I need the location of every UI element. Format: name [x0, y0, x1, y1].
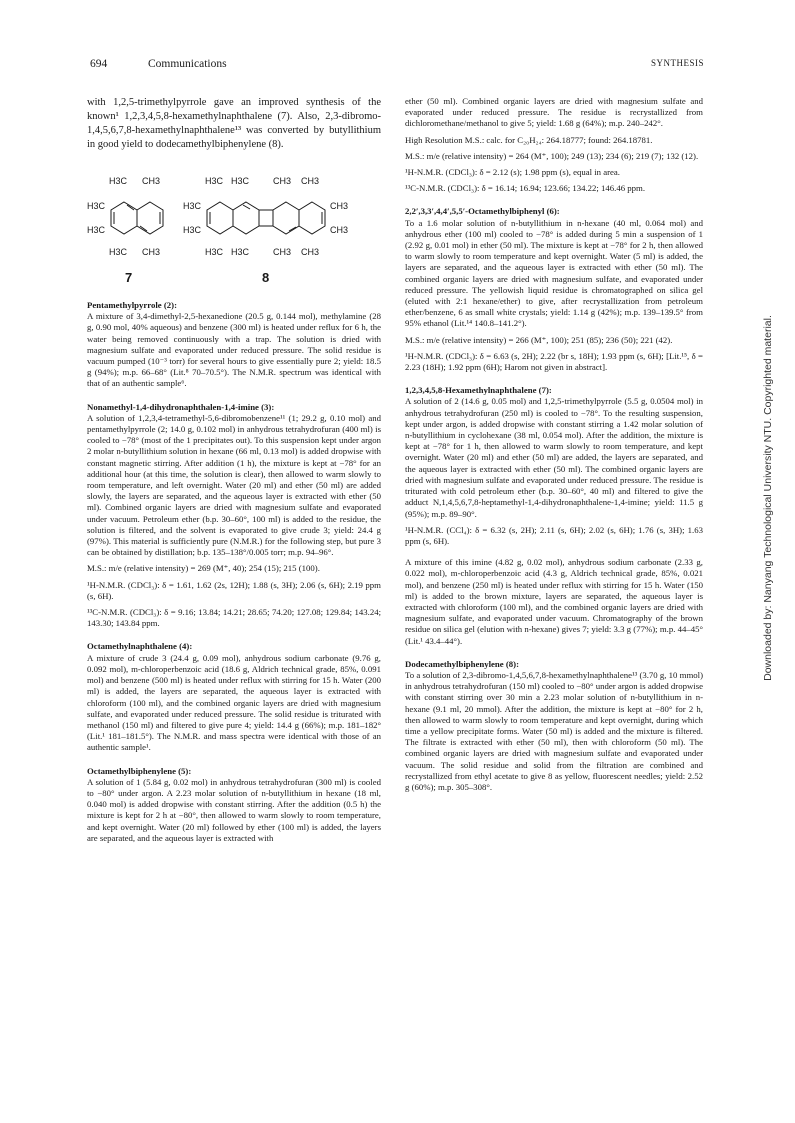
- label-7-bottom-left: H3C: [109, 247, 128, 257]
- cnmr-octamethylbiphenylene: ¹³C-N.M.R. (CDCl₃): δ = 16.14; 16.94; 123.66; 134.22; 146.46 ppm.: [405, 183, 646, 194]
- hnmr-hexamethylnaphthalene: ¹H-N.M.R. (CCl₄): δ = 6.32 (s, 2H); 2.11 (s, 6H); 2.02 (s, 6H); 1.76 (s, 3H); 1.63 ppm (s, 6H).: [405, 524, 703, 546]
- label-8-top-4: CH3: [301, 176, 320, 186]
- ms-octamethylbiphenylene: M.S.: m/e (relative intensity) = 264 (M⁺, 100); 249 (13); 234 (6); 219 (7); 132 (12).: [405, 150, 699, 161]
- heading-dodecamethylbiphenylene: Dodecamethylbiphenylene (8):: [405, 658, 519, 669]
- body-dodecamethylbiphenylene: To a solution of 2,3-dibromo-1,4,5,6,7,8-hexamethylnaphthalene¹³ (3.70 g, 10 mmol) in anhydrous tetrahydrofuran (150 ml) cooled to −80° under argon is added dropwise with constant stirring over 30 min a 2.23 molar solution of n-butyllithium in n-hexane (9.1 ml, 20 mmol). After the addition, the mixture is kept at −80° for 2 h, then allowed to warm slowly to room temperature and kept overnight, during which time a yellow precipitate forms. Water (50 ml) is added and the mixture is filtered. The filtrate is extracted with ether (50 ml), then with chloroform (50 ml). The combined organic layers are dried with magnesium sulfate and evaporated under vacuum. The solid residue and solid from the filtration are combined and recrystallized from ethyl acetate to give 8 as yellow, fluorescent needles; yield: 2.52 g (60%); m.p. 305–308°.: [405, 669, 703, 792]
- running-header: [90, 58, 704, 76]
- hnmr-octamethylbiphenylene: ¹H-N.M.R. (CDCl₃): δ = 2.12 (s); 1.98 ppm (s), equal in area.: [405, 167, 620, 178]
- body-hexamethylnaphthalene-2: A mixture of this imine (4.82 g, 0.02 mol), anhydrous sodium carbonate (2.33 g, 0.022 mol), m-chloroperbenzoic acid (4.3 g, Aldrich technical grade, 85%, 0.021 mol), and benzene (250 ml) is heated under reflux with stirring for 15 h. Water (150 ml) is added to the brown mixture, layers are separated, the aqueous layer is extracted with chloroform (100 ml), and the combined organic layers are dried with magnesium sulfate, and evaporated under vacuum. Chromatography of the brown residue on silica gel (elution with n-hexane) gives 7; yield: 3.3 g (77%); m.p. 44–45° (Lit.¹ 43.4–44°).: [405, 557, 703, 646]
- heading-octamethylbiphenylene: Octamethylbiphenylene (5):: [87, 765, 192, 776]
- body-pentamethylpyrrole: A mixture of 3,4-dimethyl-2,5-hexanedione (20.5 g, 0.144 mol), methylamine (28 g, 0.90 mol, 40% aqueous) and benzene (300 ml) is heated under reflux for 6 h, the water being removed continuously with a trap. The solution is dried with magnesium sulfate and evaporated under reduced pressure. The solid residue is vacuum pumped (10⁻³ torr) for several hours to give essentially pure 2; yield: 18.5 g (94%); m.p. 66–68° (Lit.⁸ 70–70.5°). The N.M.R. spectrum was identical with that of an authentic sample⁶.: [87, 311, 381, 389]
- structure-figure: [87, 160, 381, 288]
- structure-drawing: [87, 160, 381, 288]
- ring-7b: [137, 202, 163, 234]
- journal-name: SYNTHESIS: [650, 58, 704, 68]
- label-7-top-left: H3C: [109, 176, 128, 186]
- label-8-bottom-4: CH3: [301, 247, 320, 257]
- label-7-bottom-right: CH3: [142, 247, 161, 257]
- body-octamethylbiphenyl: To a 1.6 molar solution of n-butyllithium in n-hexane (40 ml, 0.064 mol) and anhydrous ether (100 ml) cooled to −78° is added during 5 min a suspension of 1 (2.92 g, 0.01 mol) in ether (50 ml). The mixture is kept at −78° for 2 h, then allowed to warm slowly to room temperature and kept overnight. Water (5 ml) is added, the layers are separated, and the aqueous layer is extracted with ether (50 ml). The combined organic layers are dried with magnesium sulfate, and evaporated under reduced pressure. The yellowish liquid residue is chromatographed on silica gel (eluted with 2:1 hexane/ether) to give, after recrystallization from petroleum ether/benzene, 6 as small white crystals; yield: 1.14 g (42%); m.p. 139–139.5° from 95% ethanol (Lit.¹⁴ 140.8–141.2°).: [405, 217, 703, 329]
- ms-octamethylbiphenyl: M.S.: m/e (relative intensity) = 266 (M⁺, 100); 251 (85); 236 (50); 221 (42).: [405, 334, 673, 345]
- download-note: Downloaded by: Nanyang Technological University NTU. Copyrighted material.: [762, 315, 774, 681]
- cnmr-nonamethyl-imine: ¹³C-N.M.R. (CDCl₃): δ = 9.16; 13.84; 14.21; 28.65; 74.20; 127.08; 129.84; 143.24; 143.30; 143.84 ppm.: [87, 607, 381, 629]
- page-number: 694: [90, 58, 108, 70]
- label-8-left-upper: H3C: [183, 201, 202, 211]
- ring-8a: [207, 202, 233, 234]
- label-7-top-right: CH3: [142, 176, 161, 186]
- ms-nonamethyl-imine: M.S.: m/e (relative intensity) = 269 (M⁺, 40); 254 (15); 215 (100).: [87, 563, 320, 574]
- heading-nonamethyl-imine: Nonamethyl-1,4-dihydronaphthalen-1,4-imine (3):: [87, 401, 275, 412]
- label-7-left-upper: H3C: [87, 201, 106, 211]
- compound-8-number: 8: [262, 270, 270, 285]
- heading-hexamethylnaphthalene: 1,2,3,4,5,8-Hexamethylnaphthalene (7):: [405, 385, 552, 396]
- label-8-top-2: H3C: [231, 176, 250, 186]
- body-hexamethylnaphthalene: A solution of 2 (14.6 g, 0.05 mol) and 1,2,5-trimethylpyrrole (5.5 g, 0.0504 mol) in anhydrous tetrahydrofuran (250 ml) is cooled to −78°. To the resulting suspension, kept under argon, is added dropwise with constant stirring a 1.42 molar solution of n-butyllithium in cyclohexane (38 ml, 0.054 mol). After the addition, the mixture is kept at −78° for 1 h, then allowed to warm slowly to room temperature, and kept overnight. Water (20 ml) and ether (50 ml) are added, the layers are separated, and the aqueous layer is extracted with ether (50 ml). The combined organic layers are dried with magnesium sulfate and evaporated under reduced pressure. The residue is triturated with cold petroleum ether (b.p. 30–60°, 40 ml) and filtered to give the adduct N,1,4,5,6,7,8-heptamethyl-1,4-dihydronaphthalene-1,4-imine; yield: 11.5 g (95%); m.p. 89–90°.: [405, 396, 703, 519]
- ring-8d: [299, 202, 325, 234]
- compound-7-number: 7: [125, 270, 133, 285]
- label-8-right-upper: CH3: [330, 201, 349, 211]
- heading-octamethylbiphenyl: 2,2′,3,3′,4,4′,5,5′-Octamethylbiphenyl (6):: [405, 206, 560, 217]
- body-octamethylbiphenylene: A solution of 1 (5.84 g, 0.02 mol) in anhydrous tetrahydrofuran (300 ml) is cooled to −80° under argon. A 2.23 molar solution of n-butyllithium in hexane (18 ml, 0.040 mol) is added dropwise with constant stirring. After the addition (0.5 h) the mixture is kept for 2 h at −80°, then allowed to warm slowly to room temperature, and kept overnight. Water (20 ml) followed by ether (100 ml) is added, the layers are separated, and the aqueous layer is extracted with: [87, 776, 381, 843]
- label-8-bottom-1: H3C: [205, 247, 224, 257]
- heading-octamethylnaphthalene: Octamethylnaphthalene (4):: [87, 641, 193, 652]
- body-nonamethyl-imine: A solution of 1,2,3,4-tetramethyl-5,6-dibromobenzene¹¹ (1; 29.2 g, 0.10 mol) and pentamethylpyrrole (2; 14.0 g, 0.102 mol) in anhydrous tetrahydrofuran (400 ml) is cooled to −78° (most of the 1 precipitates out). To this suspension kept under argon 2 molar n-butyllithium solution in hexane (66 ml, 0.13 mol) is added dropwise with constant magnetic stirring. After addition (1 h), the mixture is kept at −78° for an additional hour (at this time, the solution is clear), then allowed to warm slowly to room temperature, and left overnight. Water (20 ml) and ether (50 ml) are added slowly, the layers are separated, and the aqueous layer is extracted with ether (50 ml). Combined organic layers are dried with magnesium sulfate and evaporated under vacuum. Petroleum ether (b.p. 30–60°, 100 ml) is added to the residue, the solution is filtered, and the solvent is evaporated to give crude 3; yield: 24.4 g (97%). This material is sufficiently pure (N.M.R.) for the following step, but pure 3 can be obtained by distillation; b.p. 135–138°/0.005 torr; m.p. 94–96°.: [87, 412, 381, 558]
- label-8-bottom-2: H3C: [231, 247, 250, 257]
- hnmr-octamethylbiphenyl: ¹H-N.M.R. (CDCl₃): δ = 6.63 (s, 2H); 2.22 (br s, 18H); 1.93 ppm (s, 6H); [Lit.¹⁵, δ = 2.23 (18H); 1.92 ppm (6H); Harom not given in abstract].: [405, 350, 703, 373]
- label-8-top-3: CH3: [273, 176, 292, 186]
- ring-7a: [111, 202, 137, 234]
- heading-pentamethylpyrrole: Pentamethylpyrrole (2):: [87, 300, 177, 310]
- label-8-right-lower: CH3: [330, 225, 349, 235]
- label-8-bottom-3: CH3: [273, 247, 292, 257]
- body-octamethylbiphenylene-cont: ether (50 ml). Combined organic layers are dried with magnesium sulfate and evaporated under reduced pressure. The residue is recrystallized from dichloromethane/methanol to give 5; yield: 1.68 g (64%); m.p. 240–242°.: [405, 96, 703, 129]
- download-watermark: [757, 248, 779, 748]
- ring-8c: [273, 202, 299, 234]
- right-column: [405, 96, 703, 793]
- body-octamethylnaphthalene: A mixture of crude 3 (24.4 g, 0.09 mol), anhydrous sodium carbonate (9.76 g, 0.092 mol), m-chloroperbenzoic acid (18.6 g, Aldrich technical grade, 85%, 0.091 mol) and benzene (500 ml) is heated under reflux with stirring for 15 h. Water (200 ml) is added, the layers are separated, the aqueous layer is extracted with chloroform (100 ml), and the combined organic layers are dried with magnesium sulfate, and evaporated under reduced pressure. The solid residue is triturated with methanol (150 ml) and filtered to give pure 4; yield: 14.4 g (66%); m.p. 181–182° (Lit.¹ 181–181.5°). The N.M.R. and mass spectra were identical with those of an authentic sample¹.: [87, 652, 381, 753]
- label-7-left-lower: H3C: [87, 225, 106, 235]
- hnmr-nonamethyl-imine: ¹H-N.M.R. (CDCl₃): δ = 1.61, 1.62 (2s, 12H); 1.88 (s, 3H); 2.06 (s, 6H); 2.19 ppm (s, 6H).: [87, 579, 381, 601]
- section-title: Communications: [148, 58, 227, 70]
- ring-8-four: [259, 210, 273, 226]
- label-8-top-1: H3C: [205, 176, 224, 186]
- intro-paragraph: with 1,2,5-trimethylpyrrole gave an improved synthesis of the known¹ 1,2,3,4,5,8-hexamethylnaphthalene (7). Also, 2,3-dibromo-1,4,5,6,7,8-hexamethylnaphthalene¹³ was converted by butyllithium in good yield to dodecamethylbiphenylene (8).: [87, 97, 381, 150]
- label-8-left-lower: H3C: [183, 225, 202, 235]
- hrms-octamethylbiphenylene: High Resolution M.S.: calc. for C₂₀H₂₄: 264.18777; found: 264.18781.: [405, 134, 653, 145]
